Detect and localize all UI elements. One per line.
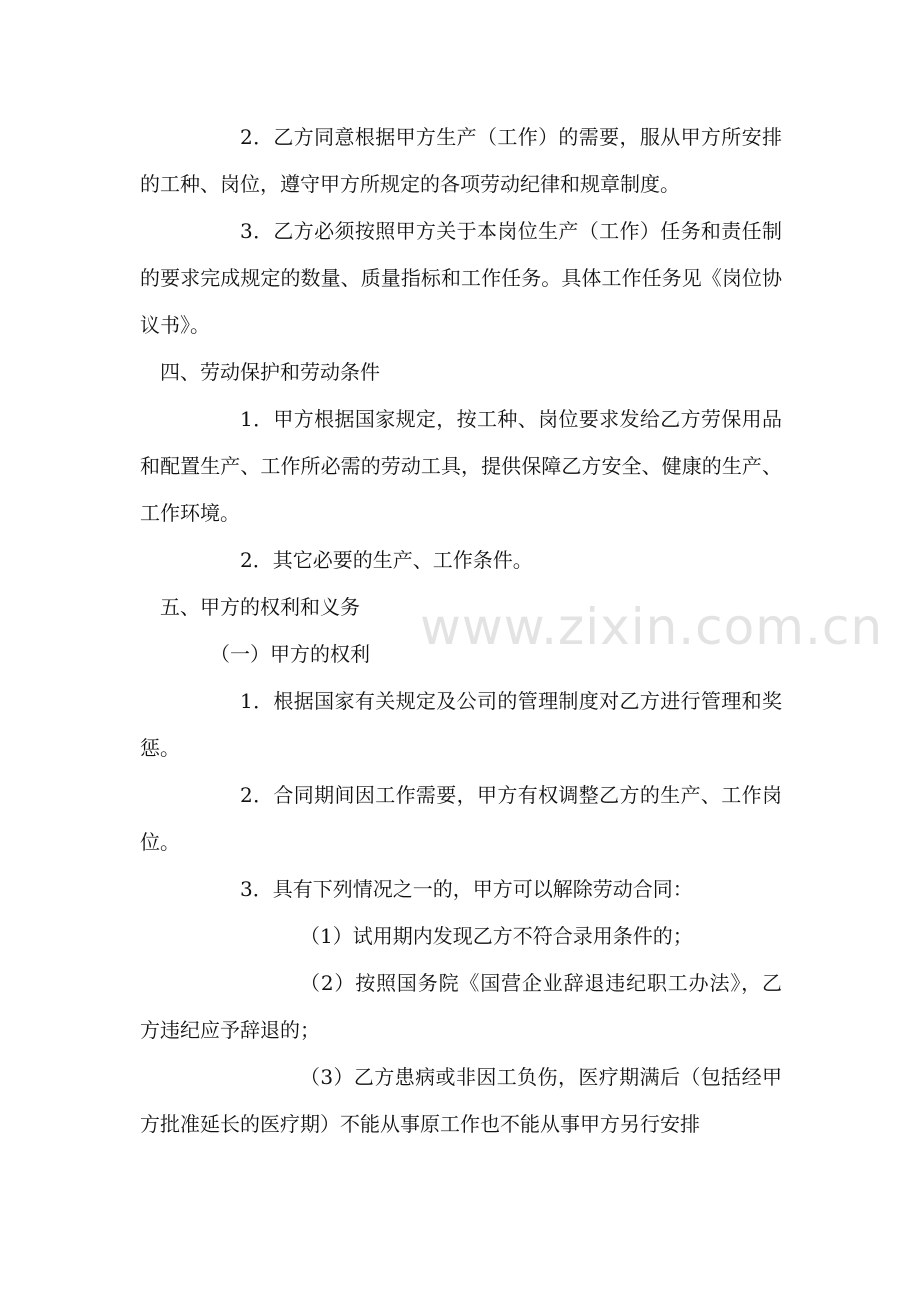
paragraph-1-management: 1．根据国家有关规定及公司的管理制度对乙方进行管理和奖惩。 [140, 689, 782, 760]
paragraph-3-terminate-contract: 3．具有下列情况之一的，甲方可以解除劳动合同： [240, 877, 693, 901]
paragraph-1-protective-equipment: 1．甲方根据国家规定，按工种、岗位要求发给乙方劳保用品和配置生产、工作所必需的劳动工具，提供保障乙方安全、健康的生产、工作环境。 [140, 407, 782, 525]
section-heading-labor-protection: 四、劳动保护和劳动条件 [160, 360, 380, 384]
paragraph-2-obey-arrangement: 2．乙方同意根据甲方生产（工作）的需要，服从甲方所安排的工种、岗位，遵守甲方所规定的各项劳动纪律和规章制度。 [140, 125, 782, 196]
watermark: www.zixin.com.cn [420, 598, 884, 656]
item-1-probation: （1）试用期内发现乙方不符合录用条件的； [300, 924, 693, 948]
item-3-illness-injury: （3）乙方患病或非因工负伤，医疗期满后（包括经甲方批准延长的医疗期）不能从事原工作也不能从事甲方另行安排 [140, 1065, 782, 1136]
paragraph-2-other-conditions: 2．其它必要的生产、工作条件。 [240, 548, 533, 572]
paragraph-2-adjust-position: 2．合同期间因工作需要，甲方有权调整乙方的生产、工作岗位。 [140, 783, 782, 854]
subsection-heading-rights: （一）甲方的权利 [210, 642, 370, 666]
item-2-dismissal: （2）按照国务院《国营企业辞退违纪职工办法》，乙方违纪应予辞退的； [140, 971, 782, 1042]
paragraph-3-complete-tasks: 3．乙方必须按照甲方关于本岗位生产（工作）任务和责任制的要求完成规定的数量、质量指标和工作任务。具体工作任务见《岗位协议书》。 [140, 219, 782, 337]
section-heading-party-a-rights: 五、甲方的权利和义务 [160, 595, 360, 619]
